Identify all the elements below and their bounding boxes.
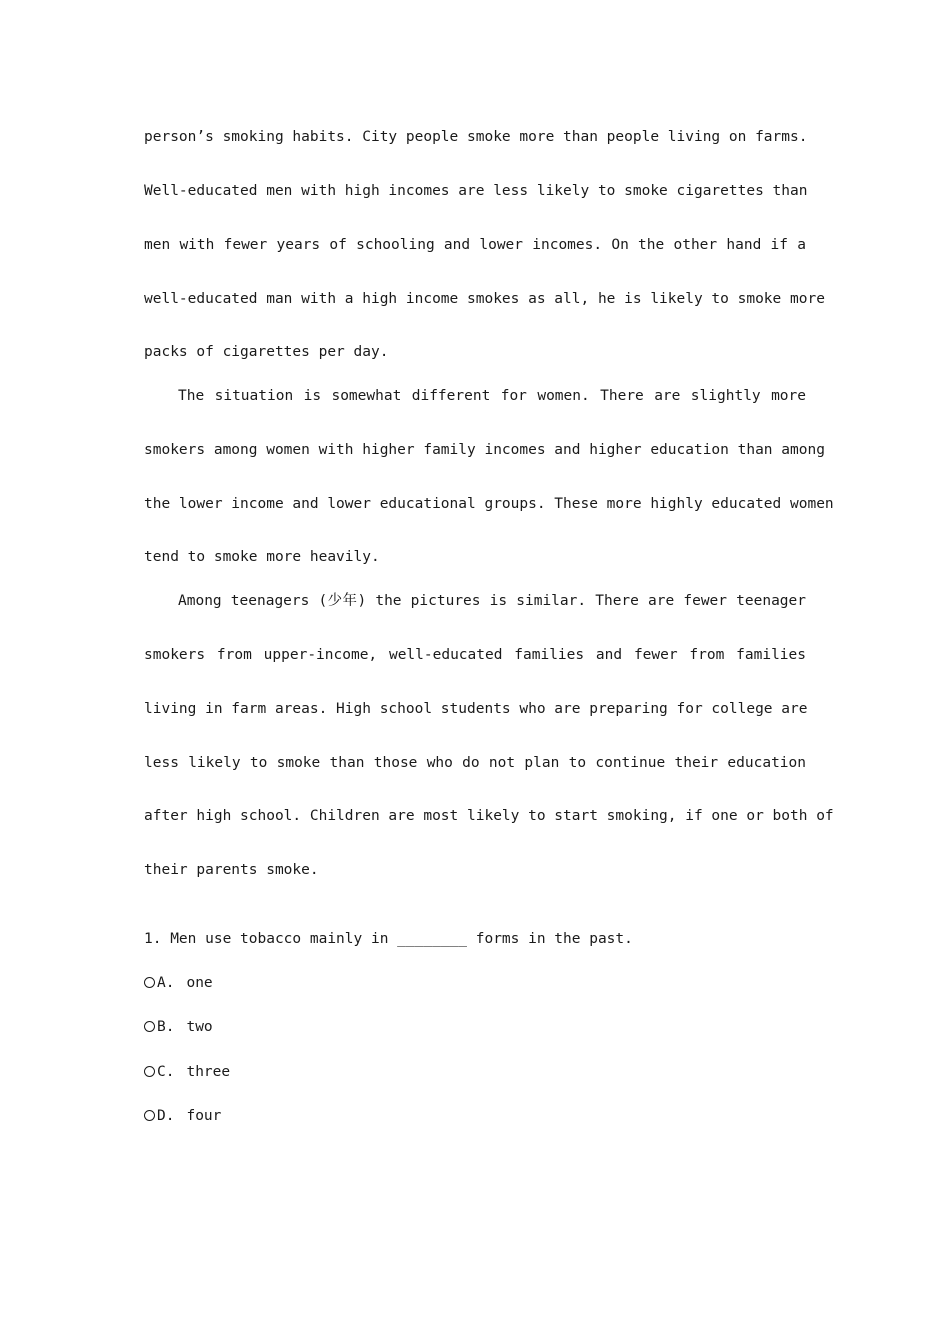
option-c[interactable]	[144, 1062, 230, 1082]
passage-line: packs of cigarettes per day.	[144, 344, 389, 360]
option-letter: D.	[157, 1108, 175, 1124]
option-text: two	[186, 1019, 213, 1035]
passage-line: living in farm areas. High school students who are preparing for college are	[144, 701, 808, 717]
question-text: 1. Men use tobacco mainly in ________ forms in the past.	[144, 931, 633, 947]
passage-line: less likely to smoke than those who do not plan to continue their education	[144, 755, 806, 771]
passage-line: Among teenagers (少年) the pictures is similar. There are fewer teenager	[178, 593, 806, 609]
option-text: three	[186, 1064, 231, 1080]
radio-icon[interactable]	[144, 1066, 155, 1077]
passage-line: person’s smoking habits. City people smoke more than people living on farms.	[144, 129, 808, 145]
option-letter: A.	[157, 975, 175, 991]
radio-icon[interactable]	[144, 1110, 155, 1121]
passage-line: the lower income and lower educational groups. These more highly educated women	[144, 496, 834, 512]
option-letter: C.	[157, 1064, 175, 1080]
option-b[interactable]	[144, 1017, 213, 1037]
passage-line: after high school. Children are most likely to start smoking, if one or both of	[144, 808, 834, 824]
option-text: one	[186, 975, 213, 991]
passage-line: their parents smoke.	[144, 862, 319, 878]
option-d[interactable]	[144, 1106, 221, 1126]
passage-line: smokers among women with higher family incomes and higher education than among	[144, 442, 825, 458]
option-a[interactable]	[144, 973, 213, 993]
passage-line: men with fewer years of schooling and lower incomes. On the other hand if a	[144, 237, 806, 253]
radio-icon[interactable]	[144, 977, 155, 988]
passage-line: tend to smoke more heavily.	[144, 549, 380, 565]
option-letter: B.	[157, 1019, 175, 1035]
passage-line: smokers from upper-income, well-educated families and fewer from families	[144, 647, 806, 663]
radio-icon[interactable]	[144, 1021, 155, 1032]
passage-line: The situation is somewhat different for women. There are slightly more	[178, 388, 806, 404]
passage-line: Well-educated men with high incomes are less likely to smoke cigarettes than	[144, 183, 808, 199]
option-text: four	[186, 1108, 222, 1124]
passage-line: well-educated man with a high income smokes as all, he is likely to smoke more	[144, 291, 825, 307]
